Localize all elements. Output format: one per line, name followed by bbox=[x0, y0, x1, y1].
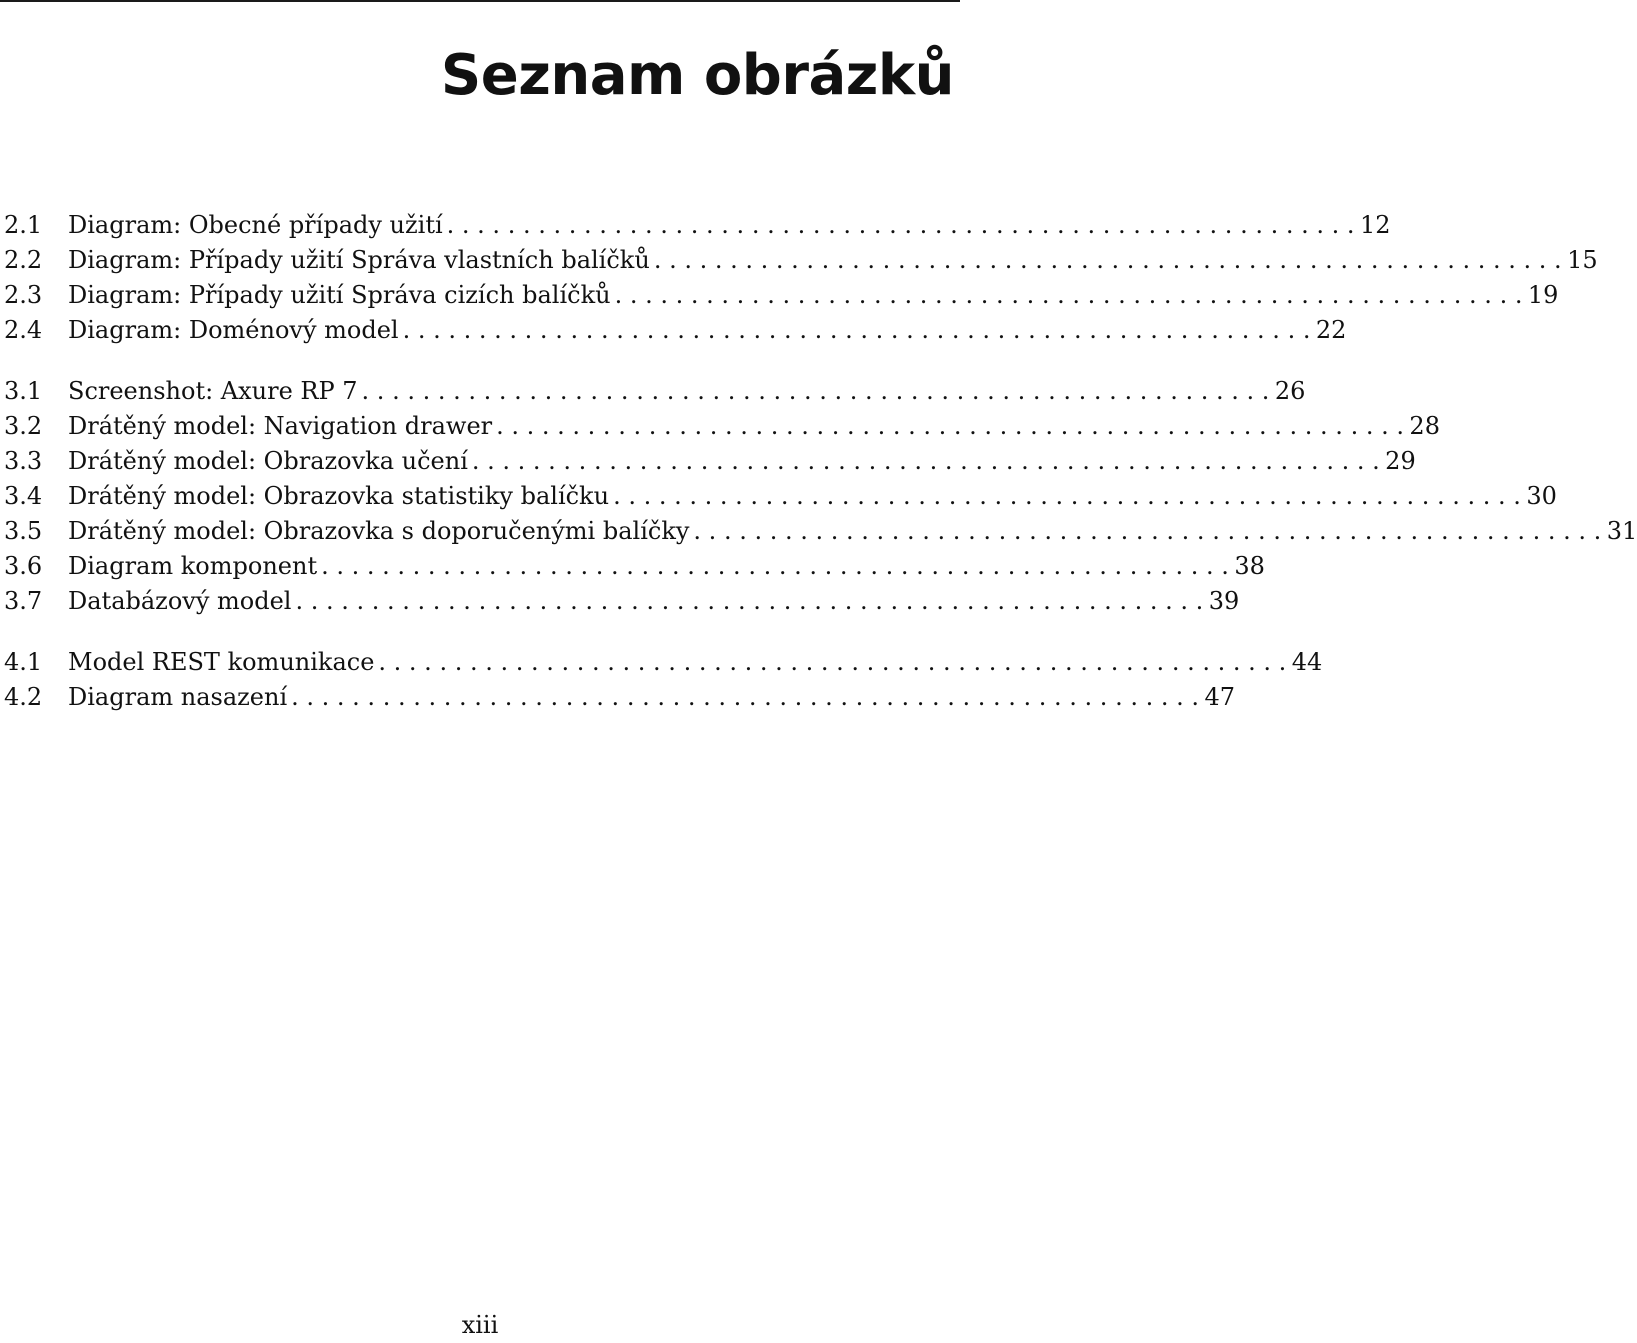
dot-leader: . . . . . . . . . . . . . . . . . . . . . . . . . . . . . . . . . . . . . . . . . . . . . . . . . . . . . . . . . . . . bbox=[496, 412, 1404, 440]
figure-page: 22 bbox=[1315, 316, 1347, 344]
figure-caption: Drátěný model: Navigation drawer bbox=[68, 412, 493, 440]
figure-caption: Diagram komponent bbox=[68, 552, 318, 580]
figure-entry-2-4[interactable] bbox=[4, 313, 1347, 348]
figure-number: 3.1 bbox=[4, 377, 43, 405]
list-of-figures bbox=[4, 208, 1637, 715]
dot-leader: . . . . . . . . . . . . . . . . . . . . . . . . . . . . . . . . . . . . . . . . . . . . . . . . . . . . . . . . . . . . bbox=[402, 316, 1311, 344]
dot-leader: . . . . . . . . . . . . . . . . . . . . . . . . . . . . . . . . . . . . . . . . . . . . . . . . . . . . . . . . . . . . bbox=[295, 587, 1204, 615]
dot-leader: . . . . . . . . . . . . . . . . . . . . . . . . . . . . . . . . . . . . . . . . . . . . . . . . . . . . . . . . . . . . bbox=[361, 377, 1270, 405]
figure-entry-3-4[interactable] bbox=[4, 479, 1557, 514]
figure-page: 26 bbox=[1274, 377, 1306, 405]
figure-page: 15 bbox=[1567, 246, 1598, 274]
dot-leader: . . . . . . . . . . . . . . . . . . . . . . . . . . . . . . . . . . . . . . . . . . . . . . . . . . . . . . . . . . . . bbox=[378, 648, 1287, 676]
figure-page: 39 bbox=[1208, 587, 1240, 615]
figure-caption: Diagram nasazení bbox=[68, 683, 288, 711]
figure-caption: Diagram: Obecné případy užití bbox=[68, 211, 443, 239]
chapter-4-group bbox=[4, 645, 1323, 715]
figure-entry-3-6[interactable] bbox=[4, 549, 1265, 584]
figure-page: 47 bbox=[1204, 683, 1235, 711]
page-number: xiii bbox=[461, 1311, 499, 1339]
dot-leader: . . . . . . . . . . . . . . . . . . . . . . . . . . . . . . . . . . . . . . . . . . . . . . . . . . . . . . . . . . . . bbox=[653, 246, 1562, 274]
figure-page: 30 bbox=[1526, 482, 1557, 510]
figure-caption: Databázový model bbox=[68, 587, 292, 615]
figure-entry-2-1[interactable] bbox=[4, 208, 1391, 243]
dot-leader: . . . . . . . . . . . . . . . . . . . . . . . . . . . . . . . . . . . . . . . . . . . . . . . . . . . . . . . . . . . . bbox=[693, 517, 1602, 545]
figure-caption: Diagram: Případy užití Správa vlastních balíčků bbox=[68, 246, 650, 274]
dot-leader: . . . . . . . . . . . . . . . . . . . . . . . . . . . . . . . . . . . . . . . . . . . . . . . . . . . . . . . . . . . . bbox=[613, 482, 1521, 510]
figure-entry-4-1[interactable] bbox=[4, 645, 1323, 680]
figure-number: 3.5 bbox=[4, 517, 43, 545]
figure-number: 3.3 bbox=[4, 447, 43, 475]
figure-number: 3.4 bbox=[4, 482, 43, 510]
figure-entry-3-1[interactable] bbox=[4, 374, 1306, 409]
dot-leader: . . . . . . . . . . . . . . . . . . . . . . . . . . . . . . . . . . . . . . . . . . . . . . . . . . . . . . . . . . . . bbox=[614, 281, 1523, 309]
figure-page: 44 bbox=[1291, 648, 1323, 676]
dot-leader: . . . . . . . . . . . . . . . . . . . . . . . . . . . . . . . . . . . . . . . . . . . . . . . . . . . . . . . . . . . . bbox=[321, 552, 1229, 580]
figure-number: 3.2 bbox=[4, 412, 43, 440]
figure-caption: Model REST komunikace bbox=[68, 648, 375, 676]
figure-caption: Diagram: Případy užití Správa cizích balíčků bbox=[68, 281, 611, 309]
figure-entry-3-3[interactable] bbox=[4, 444, 1416, 479]
figure-entry-3-2[interactable] bbox=[4, 409, 1440, 444]
dot-leader: . . . . . . . . . . . . . . . . . . . . . . . . . . . . . . . . . . . . . . . . . . . . . . . . . . . . . . . . . . . . bbox=[446, 211, 1355, 239]
figure-number: 3.7 bbox=[4, 587, 43, 615]
figure-number: 2.2 bbox=[4, 246, 43, 274]
figure-caption: Screenshot: Axure RP 7 bbox=[68, 377, 358, 405]
figure-entry-2-2[interactable] bbox=[4, 243, 1598, 278]
figure-page: 28 bbox=[1409, 412, 1440, 440]
figure-caption: Drátěný model: Obrazovka statistiky balíčku bbox=[68, 482, 610, 510]
top-rule bbox=[0, 0, 960, 2]
figure-number: 4.2 bbox=[4, 683, 43, 711]
figure-caption: Drátěný model: Obrazovka s doporučenými balíčky bbox=[68, 517, 690, 545]
figure-number: 2.4 bbox=[4, 316, 43, 344]
dot-leader: . . . . . . . . . . . . . . . . . . . . . . . . . . . . . . . . . . . . . . . . . . . . . . . . . . . . . . . . . . . . bbox=[291, 683, 1199, 711]
figure-number: 2.1 bbox=[4, 211, 43, 239]
dot-leader: . . . . . . . . . . . . . . . . . . . . . . . . . . . . . . . . . . . . . . . . . . . . . . . . . . . . . . . . . . . . bbox=[471, 447, 1380, 475]
figure-entry-3-7[interactable] bbox=[4, 584, 1240, 619]
figure-page: 31 bbox=[1606, 517, 1637, 545]
figure-caption: Drátěný model: Obrazovka učení bbox=[68, 447, 468, 475]
chapter-3-group bbox=[4, 374, 1637, 619]
figure-page: 12 bbox=[1359, 211, 1391, 239]
figure-number: 4.1 bbox=[4, 648, 43, 676]
figure-entry-4-2[interactable] bbox=[4, 680, 1235, 715]
figure-caption: Diagram: Doménový model bbox=[68, 316, 399, 344]
figure-page: 19 bbox=[1527, 281, 1559, 309]
figure-page: 29 bbox=[1385, 447, 1416, 475]
figure-entry-3-5[interactable] bbox=[4, 514, 1637, 549]
figure-number: 3.6 bbox=[4, 552, 43, 580]
chapter-2-group bbox=[4, 208, 1598, 348]
figure-entry-2-3[interactable] bbox=[4, 278, 1559, 313]
page-title: Seznam obrázků bbox=[440, 43, 954, 108]
figure-page: 38 bbox=[1234, 552, 1265, 580]
figure-number: 2.3 bbox=[4, 281, 43, 309]
